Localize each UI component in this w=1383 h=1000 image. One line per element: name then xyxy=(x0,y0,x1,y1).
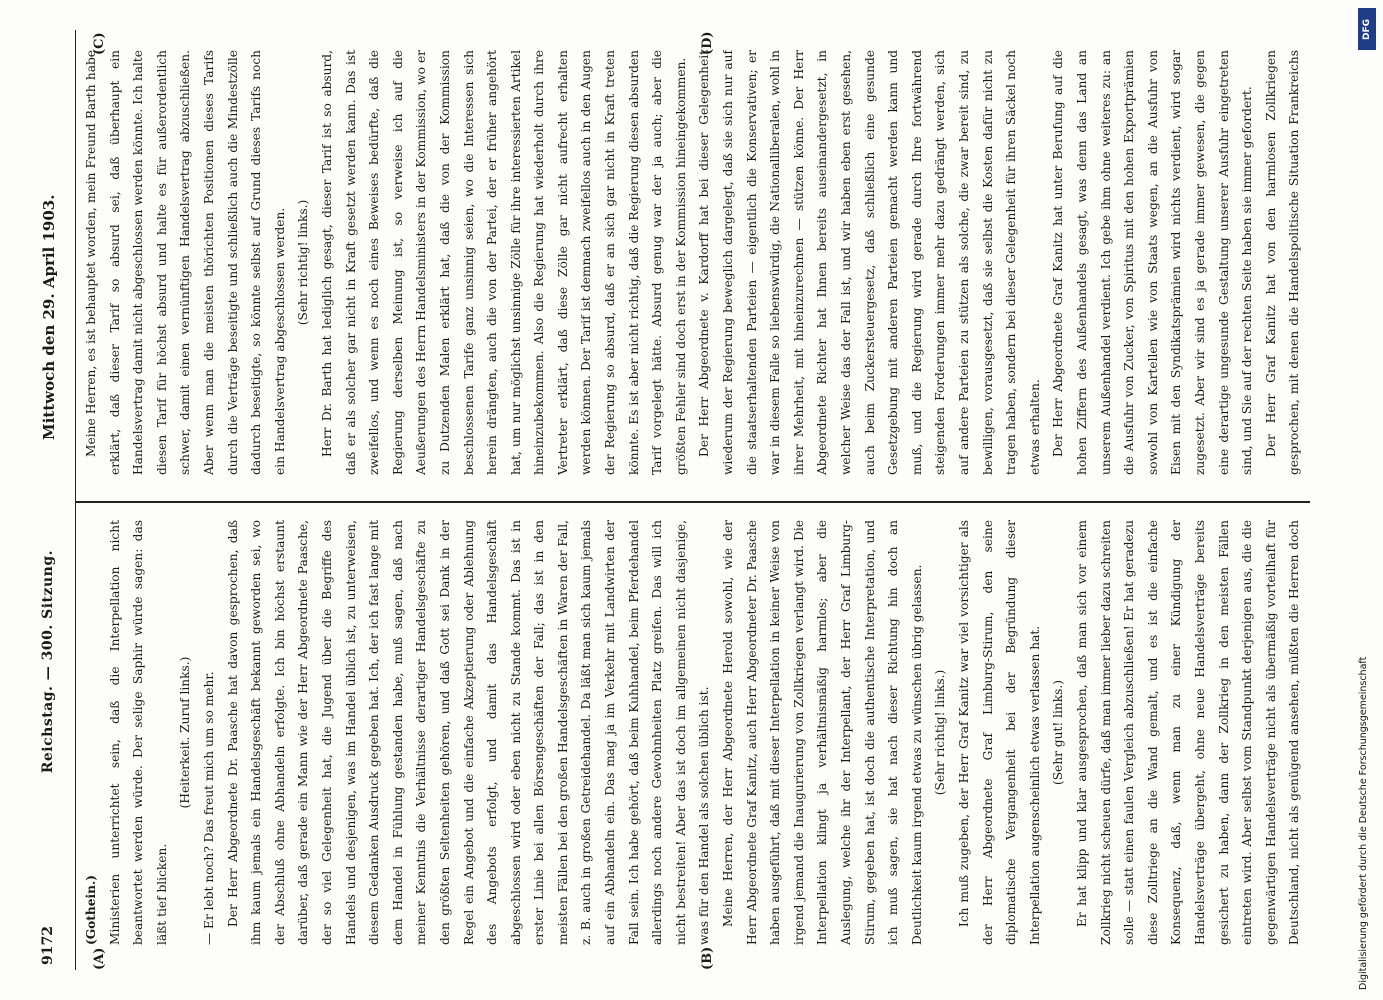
header-rule xyxy=(75,30,76,970)
paragraph: Herr Dr. Barth hat lediglich gesagt, dieser Tarif ist so absurd, daß er als solcher gar nicht in Kraft gesetzt werden kann. Das ist zweifellos, und wenn es noch eines Beweises bedürfte, daß die Regierung derselben Meinung ist, so verweise ich auf die Aeußerungen des Herrn Handelsministers in der Kommission, wo er zu Dutzenden Malen erklärt hat, daß die von der Kommission beschlossenen Tarife ganz unsinnig seien, wo die Interessen sich herein drängten, auch die von der Partei, der er früher angehört hat, um nur möglichst unsinnige Zölle für ihre interessierten Artikel hineinzubekommen. Also die Regierung hat wiederholt durch ihre Vertreter erklärt, daß diese Zölle gar nicht aufrecht erhalten werden können. Der Tarif ist demnach zweifellos auch in den Augen der Regierung so absurd, daß er an sich gar nicht in Kraft treten könnte. Es ist aber nicht richtig, daß die Regierung diesen absurden Tarif vorgelegt hätte. Absurd genug war der ja auch; aber die größten Fehler sind doch erst in der Kommission hineingekommen. xyxy=(319,50,688,475)
paragraph: Ministerien unterrichtet sein, daß die Interpellation nicht beantwortet werden würde. Der selige Saphir würde sagen: das läßt tief blicken. xyxy=(107,520,169,945)
left-column xyxy=(80,520,1305,945)
paragraph: Ich muß zugeben, der Herr Graf Kanitz war viel vorsichtiger als der Herr Abgeordnete Graf Limburg-Stirum, den seine diplomatische Vergangenheit bei der Begründung dieser Interpellation augenscheinlich etwas verlassen hat. xyxy=(956,520,1042,945)
interjection: (Sehr richtig! links.) xyxy=(933,669,948,796)
column-divider xyxy=(75,502,1310,504)
interjection: (Heiterkeit. Zuruf links.) xyxy=(178,656,193,809)
margin-marker-c: (C) xyxy=(92,32,107,55)
margin-marker-a: (A) xyxy=(92,947,107,970)
interjection: (Sehr gut! links.) xyxy=(1051,679,1066,786)
margin-marker-b: (B) xyxy=(700,946,715,970)
paragraph: Meine Herren, der Herr Abgeordnete Herold sowohl, wie der Herr Abgeordnete Graf Kanitz, auch Herr Abgeordneter Dr. Paasche haben ausgeführt, daß mit dieser Interpellation in keiner Weise von irgend jemand die Inaugurierung von Zollkriegen verlangt wird. Die Interpellation klingt ja verhältnismäßig harmlos; aber die Auslegung, welche ihr der Interpellant, der Herr Graf Limburg-Stirum, gegeben hat, ist doch die authentische Interpretation, und ich muß sagen, sie hat nach dieser Richtung hin doch an Deutlichkeit kaum irgend etwas zu wünschen übrig gelassen. xyxy=(721,520,924,945)
margin-marker-d: (D) xyxy=(700,31,715,55)
session-title: Reichstag. — 300. Sitzung. xyxy=(40,550,56,774)
dfg-logo: DFG xyxy=(1358,8,1376,50)
page-number: 9172 xyxy=(40,926,56,965)
interjection: (Sehr richtig! links.) xyxy=(296,199,311,326)
paragraph: Der Herr Abgeordnete Graf Kanitz hat unter Berufung auf die hohen Ziffern des Außenhandels gesagt, was denn das Land an unserem Außenhandel verdient. Ich gebe ihm ohne weiteres zu: an die Ausfuhr von Zucker, von Spiritus mit den hohen Exportprämien sowohl von Kartellen wie von Staats wegen, an die Ausfuhr von Eisen mit den Syndikatsprämien wird nichts verdient, wird sogar zugesetzt. Aber wir sind es ja gerade immer gewesen, die gegen eine derartige ungesunde Gestaltung unserer Ausfuhr eingetreten sind, und Sie auf der rechten Seite haben sie immer gefordert. xyxy=(1051,50,1255,475)
session-date: Mittwoch den 29. April 1903. xyxy=(40,194,58,440)
paragraph: Der Herr Graf Kanitz hat von den harmlosen Zollkriegen gesprochen, mit denen die Handelspolitische Situation Frankreichs xyxy=(1263,50,1302,475)
paragraph: Der Herr Abgeordnete v. Kardorff hat bei dieser Gelegenheit wiederum der Regierung beweglich dargelegt, daß sie sich nur auf die staatserhaltenden Parteien — eigentlich die Konservativen; er war in diesem Falle so liebenswürdig, die Nationalliberalen, wohl in ihrer Mehrheit, mit hineinzurechnen — stützen könne. Der Herr Abgeordnete Richter hat Ihnen bereits auseinandergesetzt, in welcher Weise das der Fall ist, und wir haben eben erst gesehen, auch beim Zuckersteuergesetz, daß schließlich eine gesunde Gesetzgebung mit anderen Parteien gemacht werden kann und muß, und die Regierung wird gerade durch Ihre fortwährend steigenden Forderungen immer mehr dazu gedrängt werden, sich auf andere Parteien zu stützen als solche, die zwar bereit sind, zu bewilligen, vorausgesetzt, daß sie selbst die Kosten dafür nicht zu tragen haben, sondern bei dieser Gelegenheit für ihren Säckel noch etwas erhalten. xyxy=(697,50,1042,475)
right-column xyxy=(80,50,1305,475)
paragraph: Er hat klipp und klar ausgesprochen, daß man sich vor einem Zollkrieg nicht scheuen dürfe, daß man immer lieber dazu schreiten solle — statt einen faulen Vergleich abzuschließen! Er hat geradezu diese Zolltriege an die Wand gemalt, und es ist die einfache Konsequenz, daß, wenn man zu einer Kündigung der Handelsverträge übergeht, ohne neue Handelsverträge bereits gesichert zu haben, dann der Zollkrieg in den meisten Fällen eintreten wird. Aber selbst vom Standpunkt derjenigen aus, die die gegenwärtigen Handelsverträge nicht als übermäßig vorteilhaft für Deutschland, nicht als genügend ansehen, müßten die Herren doch xyxy=(1074,520,1302,945)
speaker-name: (Gothein.) xyxy=(84,874,98,945)
paragraph: Der Herr Abgeordnete Dr. Paasche hat davon gesprochen, daß ihm kaum jemals ein Handelsgeschäft bekannt geworden sei, wo der Abschluß ohne Abhandeln erfolgte. Ich bin höchst erstaunt darüber, daß gerade ein Mann wie der Herr Abgeordnete Paasche, der so viel Gelegenheit hat, die Jugend über die Begriffe des Handels und desjenigen, was im Handel üblich ist, zu unterweisen, diesem Gedanken Ausdruck gegeben hat. Ich, der ich fast lange mit dem Handel in Fühlung gestanden habe, muß sagen, daß nach meiner Kenntnis die Verhältnisse derartiger Handelsgeschäfte zu den größten Seltenheiten gehören, und daß Gott sei Dank in der Regel ein Angebot und die einfache Akzeptierung oder Ablehnung des Angebots erfolgt, und damit das Handelsgeschäft abgeschlossen wird oder eben nicht zu Stande kommt. Das ist in erster Linie bei allen Börsengeschäften der Fall; das ist in den meisten Fällen bei den großen Handelsgeschäften in Waren der Fall, z. B. auch in großen Getreidehandel. Da läßt man sich kaum jemals auf ein Abhandeln ein. Das mag ja im Verkehr mit Landwirten der Fall sein. Ich habe gehört, daß beim Kuhhandel, beim Pferdehandel allerdings noch andere Gewohnheiten Platz greifen. Das will ich nicht bestreiten! Aber das ist doch im allgemeinen nicht dasjenige, was für den Handel als solchen üblich ist. xyxy=(225,520,712,945)
digitization-credit: Digitalisierung gefördert durch die Deutsche Forschungsgemeinschaft xyxy=(1358,656,1369,990)
paragraph: Meine Herren, es ist behauptet worden, mein Freund Barth habe erklärt, daß dieser Tarif so absurd sei, daß überhaupt ein Handelsvertrag damit nicht abgeschlossen werden könnte. Ich halte diesen Tarif für höchst absurd und halte es für außerordentlich schwer, damit einen vernünftigen Handelsvertrag abzuschließen. Aber wenn man die meisten thörichten Positionen dieses Tarifs durch die Verträge beseitigte und schließlich auch die Mindestzölle dadurch beseitigte, so könnte selbst auf Grund dieses Tarifs noch ein Handelsvertrag abgeschlossen werden. xyxy=(84,50,287,475)
paragraph: — Er lebt noch? Das freut mich um so mehr. xyxy=(201,671,216,945)
